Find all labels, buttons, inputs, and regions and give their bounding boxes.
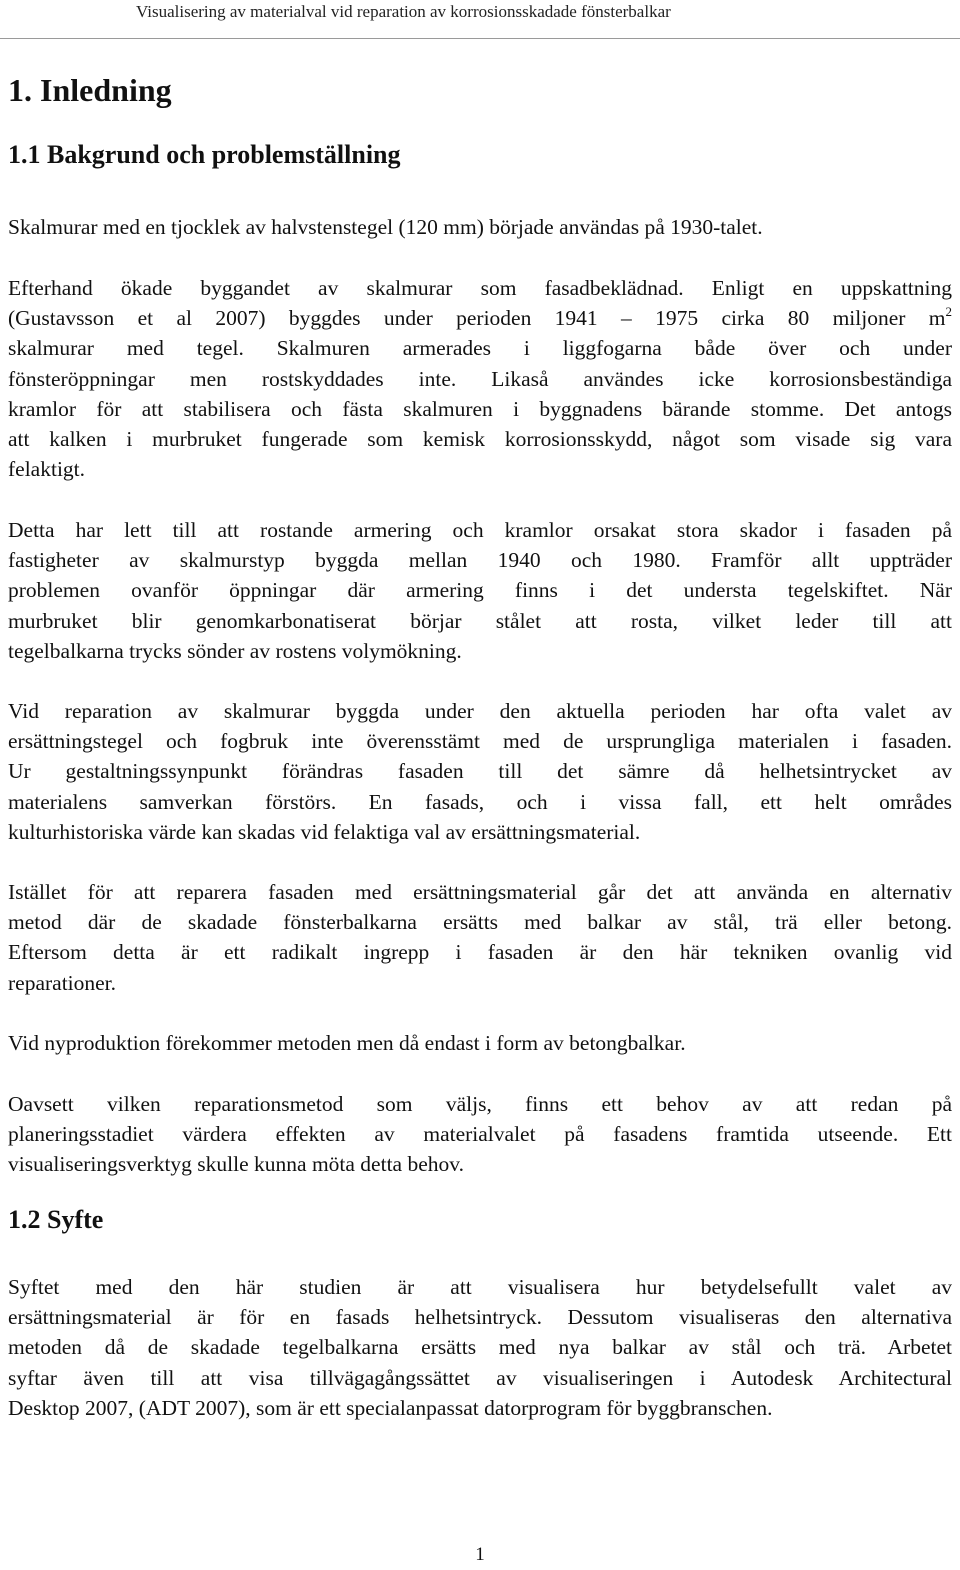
paragraph-line: problemen ovanför öppningar där armering finns i det understa tegelskiftet. När — [8, 578, 952, 603]
paragraph-1 — [8, 212, 952, 242]
paragraph-3 — [8, 515, 952, 666]
running-title: Visualisering av materialval vid reparation av korrosionsskadade fönsterbalkar — [136, 2, 671, 21]
paragraph-line: fönsteröppningar men rostskyddades inte. Likaså användes icke korrosionsbeständiga — [8, 366, 952, 391]
paragraph-syfte — [8, 1272, 952, 1423]
paragraph-4 — [8, 696, 952, 847]
superscript-2: 2 — [945, 304, 952, 320]
chapter-heading: 1. Inledning — [8, 72, 172, 108]
paragraph-line: metod där de skadade fönsterbalkarna ersätts med balkar av stål, trä eller betong. — [8, 910, 952, 935]
paragraph-line: Syftet med den här studien är att visualisera hur betydelsefullt valet av — [8, 1275, 952, 1299]
paragraph-line: Vid nyproduktion förekommer metoden men då endast i form av betongbalkar. — [8, 1031, 686, 1055]
paragraph-line-with-superscript — [8, 303, 952, 333]
paragraph-line: felaktigt. — [8, 457, 86, 482]
paragraph-line: planeringsstadiet värdera effekten av materialvalet på fasadens framtida utseende. Ett — [8, 1122, 952, 1147]
paragraph-6 — [8, 1028, 952, 1058]
paragraph-line: tegelbalkarna trycks sönder av rostens volymökning. — [8, 638, 462, 663]
paragraph-line: fastigheter av skalmurstyp byggda mellan 1940 och 1980. Framför allt uppträder — [8, 548, 952, 573]
paragraph-2 — [8, 273, 952, 484]
paragraph-line: Vid reparation av skalmurar byggda under den aktuella perioden har ofta valet av — [8, 699, 952, 723]
paragraph-line: skalmurar med tegel. Skalmuren armerades i liggfogarna både över och under — [8, 336, 952, 361]
paragraph-line: reparationer. — [8, 970, 117, 995]
paragraph-line: kramlor för att stabilisera och fästa skalmuren i byggnadens bärande stomme. Det antogs — [8, 396, 952, 421]
paragraph-line: att kalken i murbruket fungerade som kemisk korrosionsskydd, något som visade sig vara — [8, 427, 952, 452]
paragraph-line: Detta har lett till att rostande armering och kramlor orsakat stora skador i fasaden på — [8, 518, 952, 542]
paragraph-line: ersättningsmaterial är för en fasads helhetsintryck. Dessutom visualiseras den alternativa — [8, 1305, 952, 1330]
paragraph-line: Skalmurar med en tjocklek av halvstenstegel (120 mm) började användas på 1930-talet. — [8, 215, 763, 239]
section-heading-syfte: 1.2 Syfte — [8, 1205, 104, 1234]
paragraph-line: Ur gestaltningssynpunkt förändras fasaden till det sämre då helhetsintrycket av — [8, 759, 952, 784]
paragraph-line: murbruket blir genomkarbonatiserat börjar stålet att rosta, vilket leder till att — [8, 608, 952, 633]
paragraph-5 — [8, 877, 952, 998]
paragraph-line: Istället för att reparera fasaden med ersättningsmaterial går det att använda en alternativ — [8, 880, 952, 904]
paragraph-7 — [8, 1089, 952, 1180]
running-header — [0, 0, 960, 39]
paragraph-line: syftar även till att visa tillvägagångssättet av visualiseringen i Autodesk Architectural — [8, 1365, 952, 1390]
paragraph-line: Oavsett vilken reparationsmetod som väljs, finns ett behov av att redan på — [8, 1092, 952, 1116]
paragraph-line: Desktop 2007, (ADT 2007), som är ett specialanpassat datorprogram för byggbranschen. — [8, 1395, 773, 1420]
paragraph-line: visualiseringsverktyg skulle kunna möta detta behov. — [8, 1152, 464, 1177]
paragraph-line: kulturhistoriska värde kan skadas vid felaktiga val av ersättningsmaterial. — [8, 819, 641, 844]
paragraph-line: ersättningstegel och fogbruk inte överensstämt med de ursprungliga materialen i fasaden. — [8, 729, 952, 754]
paragraph-line: Eftersom detta är ett radikalt ingrepp i fasaden är den här tekniken ovanlig vid — [8, 940, 952, 965]
paragraph-line-text: (Gustavsson et al 2007) byggdes under perioden 1941 – 1975 cirka 80 miljoner m — [8, 306, 946, 331]
paragraph-line: Efterhand ökade byggandet av skalmurar som fasadbeklädnad. Enligt en uppskattning — [8, 276, 952, 300]
paragraph-line: metoden då de skadade tegelbalkarna ersätts med nya balkar av stål och trä. Arbetet — [8, 1335, 952, 1360]
section-heading-bakgrund: 1.1 Bakgrund och problemställning — [8, 140, 401, 169]
paragraph-line: materialens samverkan förstörs. En fasads, och i vissa fall, ett helt områdes — [8, 789, 952, 814]
page-number: 1 — [475, 1544, 485, 1565]
